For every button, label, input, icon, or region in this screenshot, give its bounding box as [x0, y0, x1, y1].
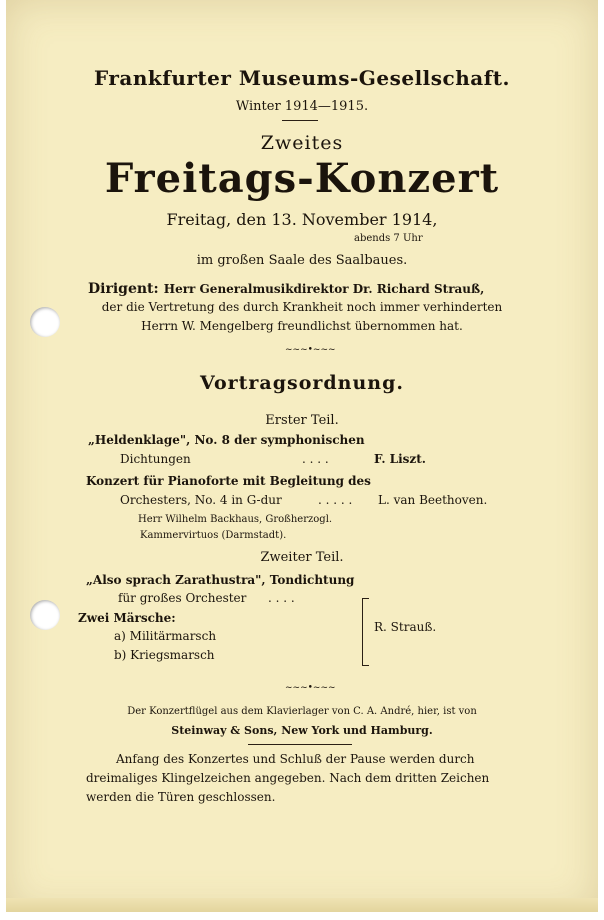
concert-venue: im großen Saale des Saalbaues. — [196, 253, 408, 268]
part2-item1-line2: für großes Orchester — [118, 591, 247, 605]
march-a: a) Militärmarsch — [114, 629, 217, 643]
footer-rule — [248, 744, 352, 745]
conductor-substitute-line: der die Vertretung des durch Krankheit noch immer verhinderten — [101, 300, 503, 314]
header-rule — [282, 120, 318, 121]
part1-item1-line1: „Heldenklage", No. 8 der symphonischen — [88, 433, 365, 447]
part1-item2-composer: L. van Beethoven. — [378, 493, 488, 507]
conductor-label: Dirigent: — [88, 281, 159, 297]
soloist-line1: Herr Wilhelm Backhaus, Großherzogl. — [138, 514, 333, 525]
program-heading: Vortragsordnung. — [199, 372, 405, 394]
piano-note-line2: Steinway & Sons, New York und Hamburg. — [171, 724, 433, 737]
part1-item2-leader: . . . . . — [318, 493, 353, 507]
notice-line3: werden die Türen geschlossen. — [86, 790, 276, 804]
composer-bracket — [362, 598, 369, 666]
punch-hole-bottom — [30, 600, 60, 630]
part1-item1-line2: Dichtungen — [120, 452, 191, 466]
conductor-line — [88, 278, 484, 297]
part1-item1-leader: . . . . — [302, 452, 329, 466]
concert-time: abends 7 Uhr — [354, 233, 423, 244]
season: Winter 1914—1915. — [235, 99, 369, 114]
part1-title: Erster Teil. — [265, 413, 339, 428]
marches-title: Zwei Märsche: — [78, 611, 176, 625]
concert-number: Zweites — [260, 132, 344, 154]
part1-item2-line1: Konzert für Pianoforte mit Begleitung des — [86, 474, 371, 488]
march-b: b) Kriegsmarsch — [114, 648, 215, 662]
concert-title: Freitags-Konzert — [104, 155, 500, 202]
notice-line2: dreimaliges Klingelzeichen angegeben. Nach dem dritten Zeichen — [86, 771, 490, 785]
part1-item1-composer: F. Liszt. — [374, 452, 426, 466]
part2-item1-line1: „Also sprach Zarathustra", Tondichtung — [86, 573, 355, 587]
soloist-line2: Kammervirtuos (Darmstadt). — [140, 530, 287, 541]
part2-composer: R. Strauß. — [374, 620, 437, 634]
divider-ornament: ~~~•~~~ — [285, 345, 336, 355]
part1-item2-line2: Orchesters, No. 4 in G-dur — [120, 493, 282, 507]
society-title: Frankfurter Museums-Gesellschaft. — [93, 66, 511, 90]
part2-title: Zweiter Teil. — [260, 550, 344, 565]
concert-date: Freitag, den 13. November 1914, — [166, 210, 438, 229]
part2-leader: . . . . — [268, 591, 295, 605]
divider-ornament-2: ~~~•~~~ — [285, 683, 336, 693]
notice-line1: Anfang des Konzertes und Schluß der Pause werden durch — [116, 752, 475, 766]
piano-note-line1: Der Konzertflügel aus dem Klavierlager von C. A. André, hier, ist von — [127, 706, 477, 717]
conductor-name: Herr Generalmusikdirektor Dr. Richard Strauß, — [163, 282, 485, 296]
conductor-thanks-line: Herrn W. Mengelberg freundlichst übernommen hat. — [141, 319, 463, 333]
